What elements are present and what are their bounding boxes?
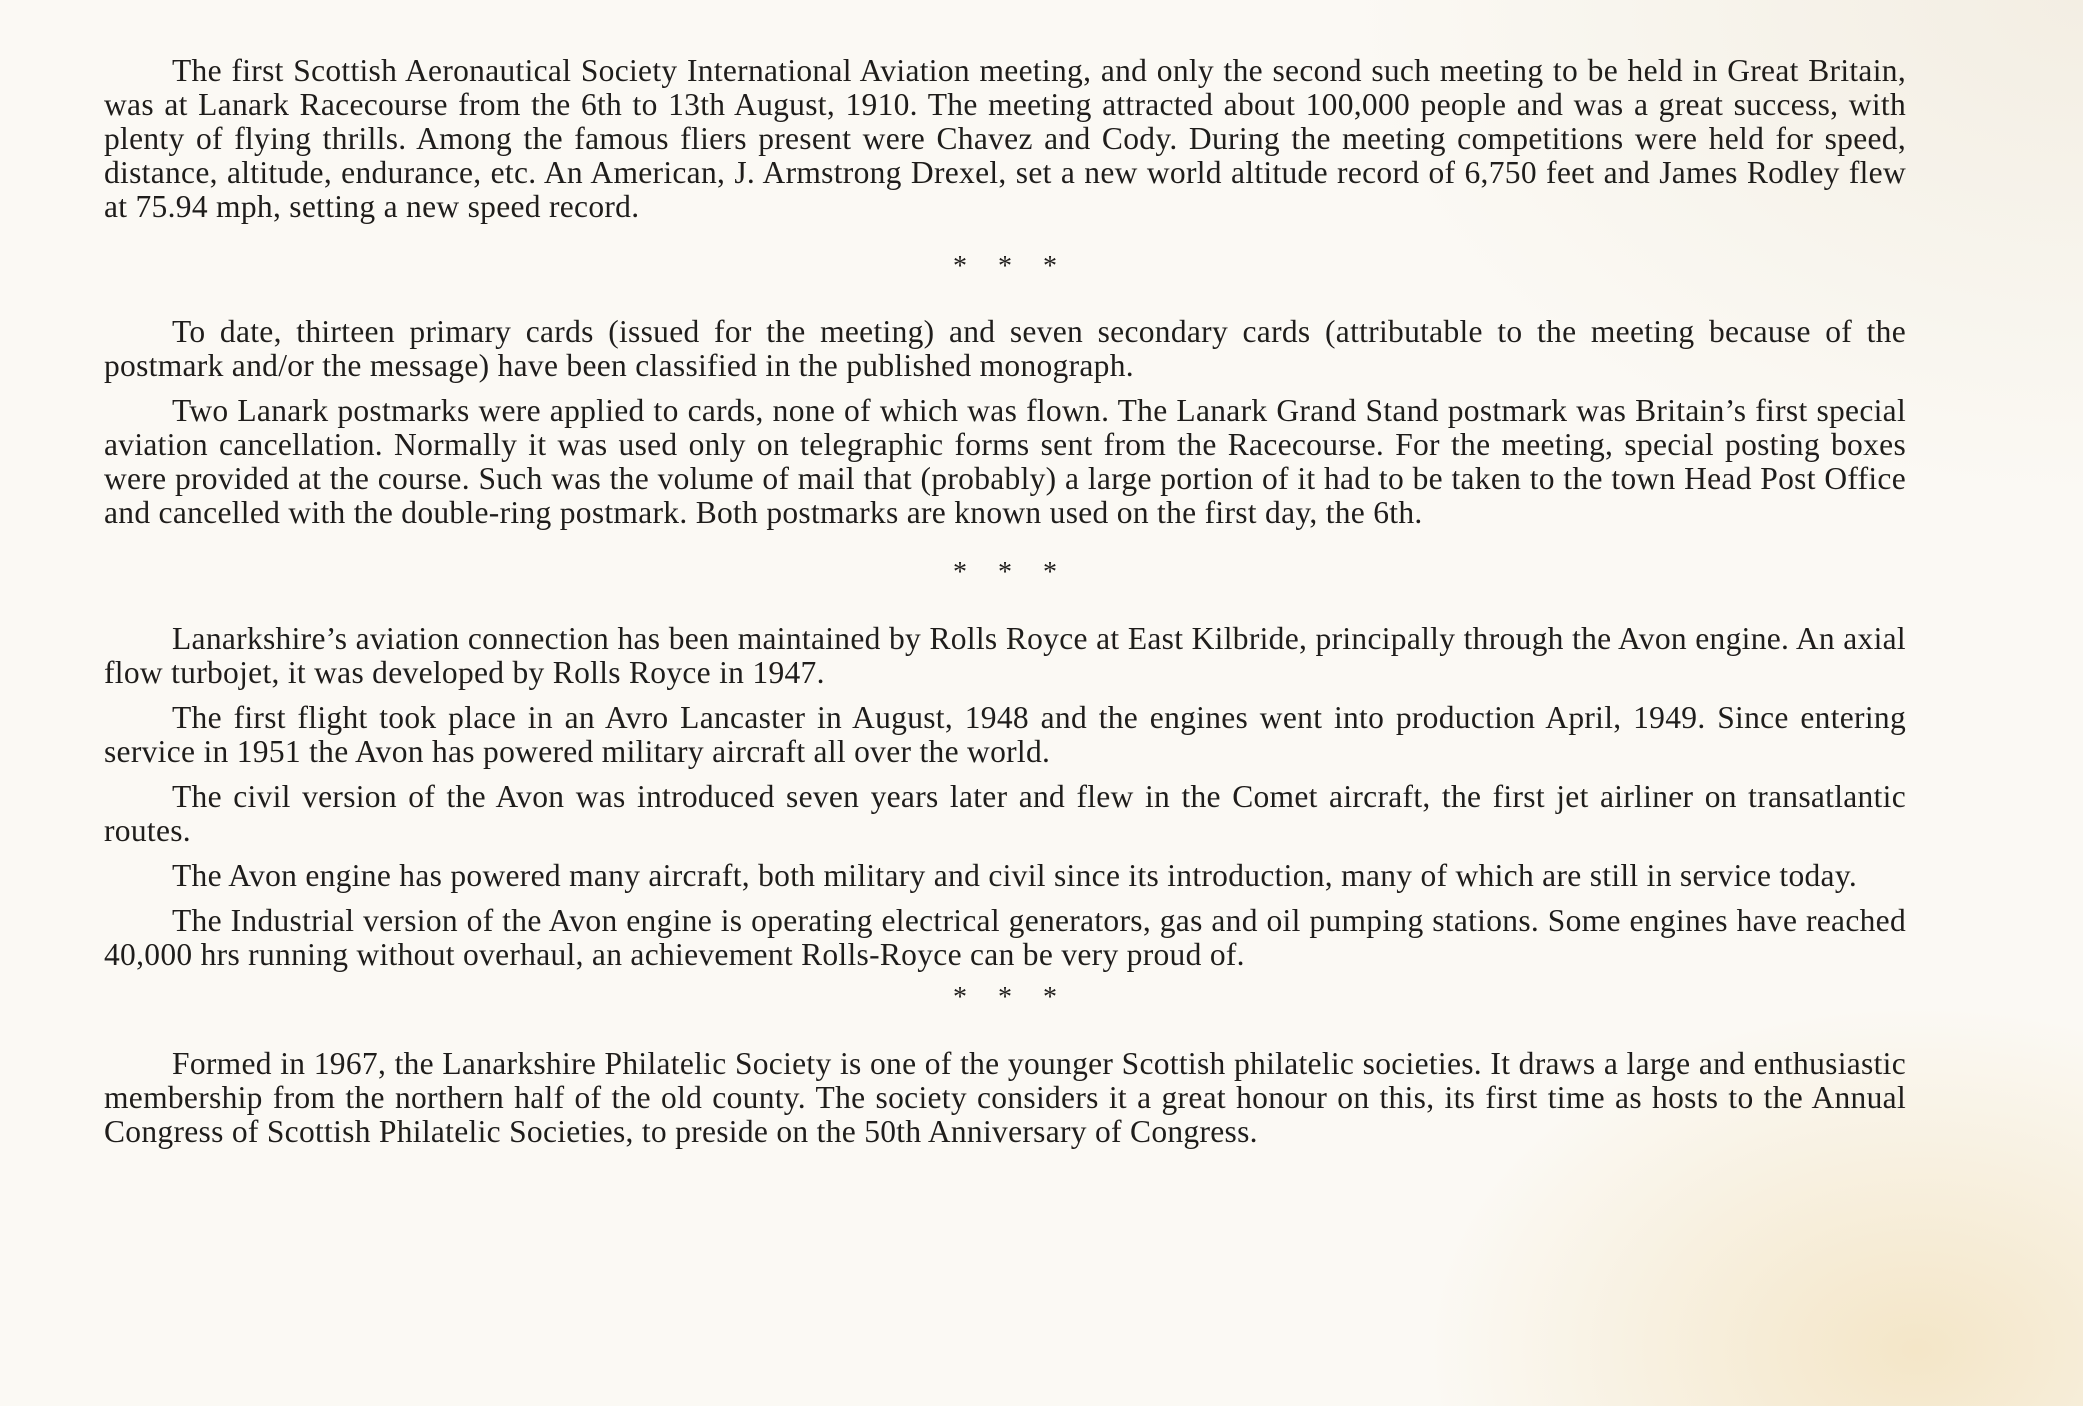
paragraph-industrial-version: The Industrial version of the Avon engine is operating electrical generators, gas and oil pumping stations. Some engines have reached 40,000 hrs running without overhaul, an achievement Rolls-Royce can be very proud of. (104, 903, 1906, 972)
paragraph-avon-powered-aircraft: The Avon engine has powered many aircraft, both military and civil since its introduction, many of which are still in service today. (172, 858, 1858, 893)
paragraph-philatelic-society: Formed in 1967, the Lanarkshire Philatelic Society is one of the younger Scottish philatelic societies. It draws a large and enthusiastic membership from the northern half of the old county. The society considers it a great honour on this, its first time as hosts to the Annual Congress of Scottish Philatelic Societies, to preside on the 50th Anniversary of Congress. (104, 1046, 1906, 1149)
paragraph-aviation-meeting: The first Scottish Aeronautical Society International Aviation meeting, and only the second such meeting to be held in Great Britain, was at Lanark Racecourse from the 6th to 13th August, 1910. The meeting attracted about 100,000 people and was a great success, with plenty of flying thrills. Among the famous fliers present were Chavez and Cody. During the meeting competitions were held for speed, distance, altitude, endurance, etc. An American, J. Armstrong Drexel, set a new world altitude record of 6,750 feet and James Rodley flew at 75.94 mph, setting a new speed record. (104, 53, 1906, 224)
paragraph-lanark-postmarks: Two Lanark postmarks were applied to cards, none of which was flown. The Lanark Grand Stand postmark was Britain’s first special aviation cancellation. Normally it was used only on telegraphic forms sent from the Racecourse. For the meeting, special posting boxes were provided at the course. Such was the volume of mail that (probably) a large portion of it had to be taken to the town Head Post Office and cancelled with the double-ring postmark. Both postmarks are known used on the first day, the 6th. (104, 393, 1906, 530)
paragraph-rolls-royce-connection: Lanarkshire’s aviation connection has been maintained by Rolls Royce at East Kilbride, principally through the Avon engine. An axial flow turbojet, it was developed by Rolls Royce in 1947. (104, 621, 1906, 690)
section-separator: * * * (953, 251, 1069, 282)
paragraph-civil-version: The civil version of the Avon was introduced seven years later and flew in the Comet aircraft, the first jet airliner on transatlantic routes. (104, 779, 1906, 848)
section-separator: * * * (953, 982, 1069, 1013)
paragraph-first-flight: The first flight took place in an Avro Lancaster in August, 1948 and the engines went into production April, 1949. Since entering service in 1951 the Avon has powered military aircraft all over the world. (104, 700, 1906, 769)
document-body (104, 54, 1906, 1160)
paragraph-cards-classified: To date, thirteen primary cards (issued for the meeting) and seven secondary cards (attributable to the meeting because of the postmark and/or the message) have been classified in the published monograph. (104, 314, 1906, 383)
section-separator: * * * (953, 557, 1069, 588)
